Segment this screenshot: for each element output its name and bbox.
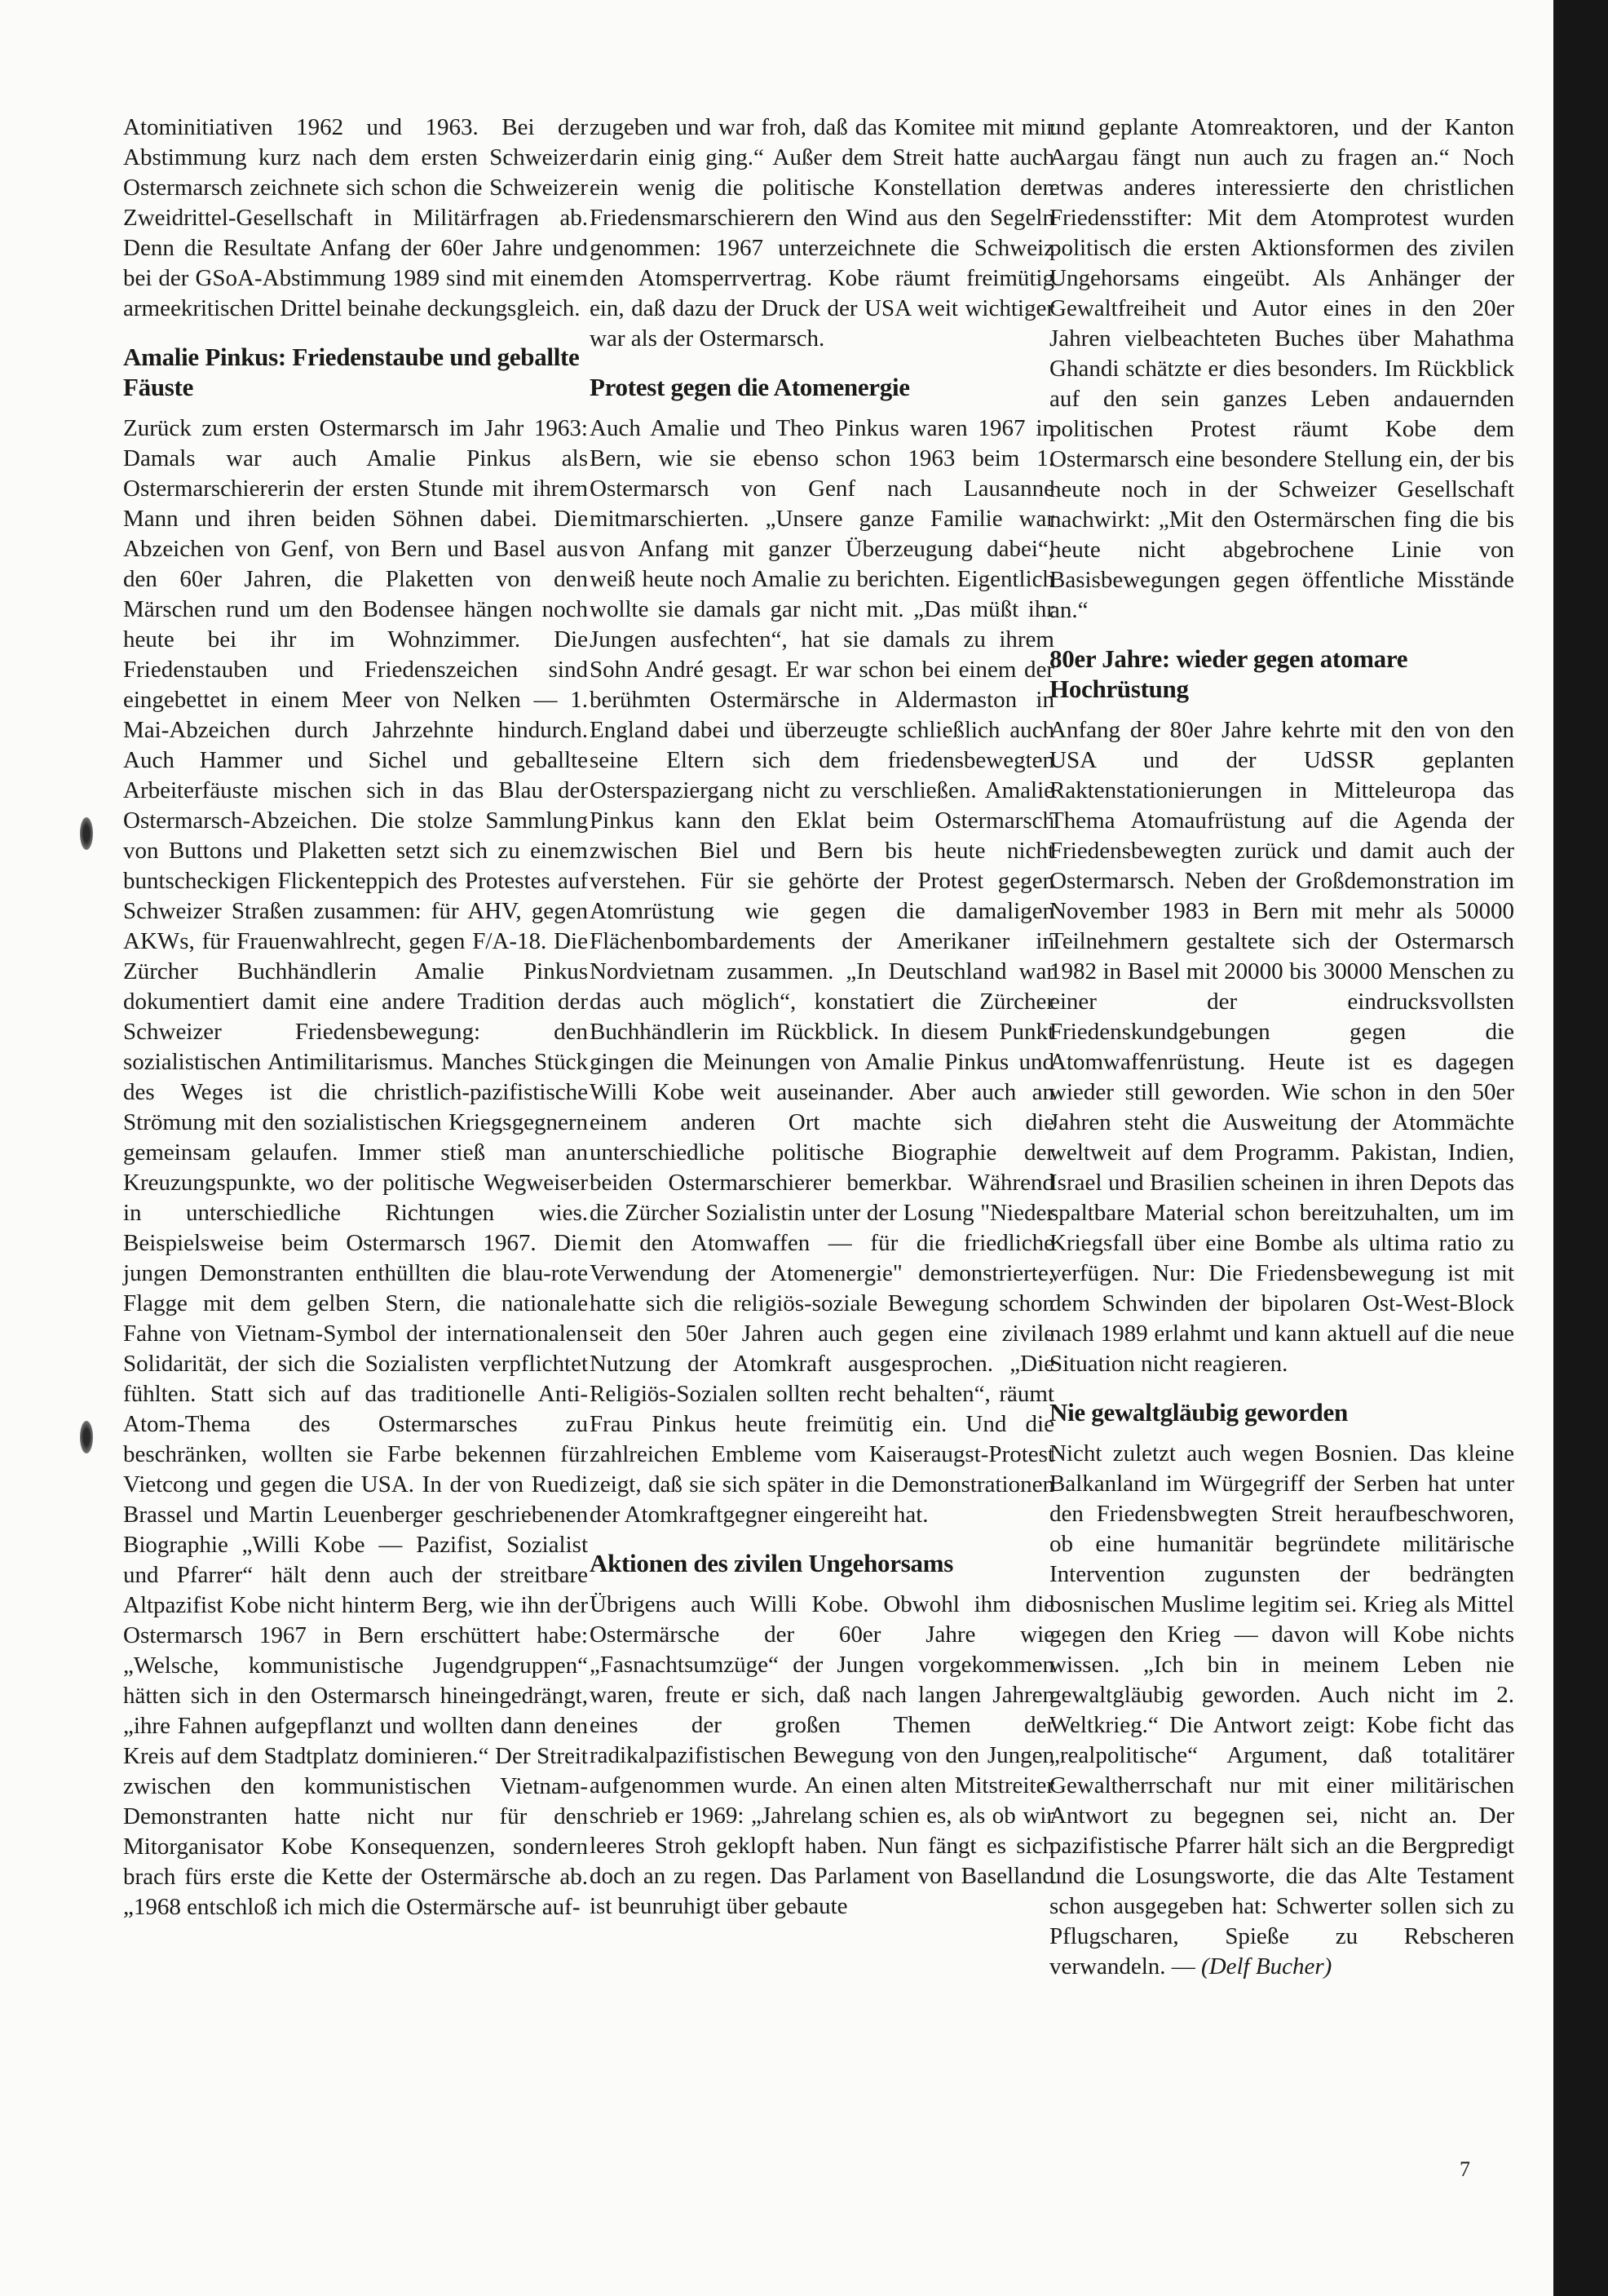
paragraph: Atominitiativen 1962 und 1963. Bei der Abstimmung kurz nach dem ersten Schweizer Ostermarsch zeichnete sich schon die Schweizer Zweidrittel-Gesellschaft in Militärfragen ab. Denn die Resultate Anfang der 60er Jahre und bei der GSoA-Abstimmung 1989 sind mit einem armeekritischen Drittel beinahe deckungsgleich. (123, 114, 588, 321)
paragraph-text: Nicht zuletzt auch wegen Bosnien. Das kleine Balkanland im Würgegriff der Serben hat unter den Friedensbwegten Streit heraufbeschworen, ob eine humanitär begründete militärische Intervention zugunsten der bedrängten bosnischen Muslime legitim sei. Krieg als Mittel gegen den Krieg — davon will Kobe nichts wissen. „Ich bin in meinem Leben nie gewaltgläubig geworden. Auch nicht im 2. Weltkrieg.“ Die Antwort zeigt: Kobe ficht das „realpolitische“ Argument, daß totalitärer Gewaltherrschaft nur mit einer militärischen Antwort zu begegnen sei, nicht an. Der pazifistische Pfarrer hält sich an die Bergpredigt und die Losungsworte, die das Alte Testament schon ausgegeben hat: Schwerter sollen sich zu Pflugscharen, Spieße zu Rebscheren verwandeln. — (1049, 1440, 1514, 1980)
section-heading: 80er Jahre: wieder gegen atomare Hochrüstung (1049, 644, 1408, 703)
column-1 (123, 113, 588, 1922)
paragraph: Zurück zum ersten Ostermarsch im Jahr 1963: Damals war auch Amalie Pinkus als Ostermarschiererin der ersten Stunde mit ihrem Mann und ihren beiden Söhnen dabei. Die Abzeichen von Genf, von Bern und Basel aus den 60er Jahren, die Plaketten von den Märschen rund um den Bodensee hängen noch heute bei ihr im Wohnzimmer. Die Friedenstauben und Friedenszeichen sind eingebettet in einem Meer von Nelken — 1. Mai-Abzeichen durch Jahrzehnte hindurch. Auch Hammer und Sichel und geballte Arbeiterfäuste mischen sich in das Blau der Ostermarsch-Abzeichen. Die stolze Sammlung von Buttons und Plaketten setzt sich zu einem buntscheckigen Flickenteppich des Protestes auf Schweizer Straßen zusammen: für AHV, gegen AKWs, für Frauenwahlrecht, gegen F/A-18. Die Zürcher Buchhändlerin Amalie Pinkus dokumentiert damit eine andere Tradition der Schweizer Friedensbewegung: den sozialistischen Antimilitarismus. Manches Stück des Weges ist die christlich-pazifistische Strömung mit den sozialistischen Kriegsgegnern gemeinsam gelaufen. Immer stieß man an Kreuzungspunkte, wo der politische Wegweiser in unterschiedliche Richtungen wies. Beispielsweise beim Ostermarsch 1967. Die jungen Demonstranten enthüllten die blau-rote Flagge mit dem gelben Stern, die nationale Fahne von Vietnam-Symbol der internationalen Solidarität, der sich die Sozialisten verpflichtet fühlten. Statt sich auf das traditionelle Anti-Atom-Thema des Ostermarsches zu beschränken, wollten sie Farbe bekennen für Vietcong und gegen die USA. In der von Ruedi Brassel und Martin Leuenberger geschriebenen Biographie „Willi Kobe — Pazifist, Sozialist und Pfarrer“ hält denn auch der streitbare Altpazifist Kobe nicht hinterm Berg, wie ihn der Ostermarsch 1967 in Bern erschüttert habe: „Welsche, kommunistische Jugendgruppen“ hätten sich in den Ostermarsch hineingedrängt, „ihre Fahnen aufgepflanzt und wollten dann den Kreis auf dem Stadtplatz dominieren.“ Der Streit zwischen den kommunistischen Vietnam-Demonstranten hatte nicht nur für den Mitorganisator Kobe Konsequenzen, sondern brach fürs erste die Kette der Ostermärsche ab. „1968 entschloß ich mich die Ostermärsche auf- (123, 415, 588, 1920)
section-heading: Protest gegen die Atomenergie (590, 373, 910, 401)
paragraph: Auch Amalie und Theo Pinkus waren 1967 in Bern, wie sie ebenso schon 1963 beim 1. Ostermarsch von Genf nach Lausanne mitmarschierten. „Unsere ganze Familie war von Anfang mit ganzer Überzeugung dabei“, weiß heute noch Amalie zu berichten. Eigentlich wollte sie damals gar nicht mit. „Das müßt ihr Jungen ausfechten“, hat sie damals zu ihrem Sohn André gesagt. Er war schon bei einem der berühmten Ostermärsche in Aldermaston in England dabei und überzeugte schließlich auch seine Eltern sich dem friedensbewegten Osterspaziergang nicht zu verschließen. Amalie Pinkus kann den Eklat beim Ostermarsch zwischen Biel und Bern bis heute nicht verstehen. Für sie gehörte der Protest gegen Atomrüstung wie gegen die damaligen Flächenbombardements der Amerikaner in Nordvietnam zusammen. „In Deutschland war das auch möglich“, konstatiert die Zürcher Buchhändlerin im Rückblick. In diesem Punkt gingen die Meinungen von Amalie Pinkus und Willi Kobe weit auseinander. Aber auch an einem anderen Ort machte sich die unterschiedliche politische Biographie der beiden Ostermarschierer bemerkbar. Während die Zürcher Sozialistin unter der Losung "Nieder mit den Atomwaffen — für die friedliche Verwendung der Atomenergie" demonstrierte, hatte sich die religiös-soziale Bewegung schon seit den 50er Jahren auch gegen eine zivile Nutzung der Atomkraft ausgesprochen. „Die Religiös-Sozialen sollten recht behalten“, räumt Frau Pinkus heute freimütig ein. Und die zahlreichen Embleme vom Kaiseraugst-Protest zeigt, daß sie sich später in die Demonstrationen der Atomkraftgegner eingereiht hat. (590, 415, 1054, 1528)
scan-edge (1553, 0, 1608, 2296)
column-3 (1049, 113, 1514, 1982)
section-heading: Nie gewaltgläubig geworden (1049, 1398, 1348, 1427)
author-byline: (Delf Bucher) (1201, 1953, 1332, 1980)
paragraph: Anfang der 80er Jahre kehrte mit den von den USA und der UdSSR geplanten Raktenstationierungen in Mitteleuropa das Thema Atomaufrüstung auf die Agenda der Friedensbewegten zurück und damit auch der Ostermarsch. Neben der Großdemonstration im November 1983 in Bern mit mehr als 50000 Teilnehmern gestaltete sich der Ostermarsch 1982 in Basel mit 20000 bis 30000 Menschen zu einer der eindrucksvollsten Friedenskundgebungen gegen die Atomwaffenrüstung. Heute ist es dagegen wieder still geworden. Wie schon in den 50er Jahren steht die Ausweitung der Atommächte weltweit auf dem Programm. Pakistan, Indien, Israel und Brasilien scheinen in ihren Depots das spaltbare Material schon bereitzuhalten, um im Kriegsfall über eine Bombe als ultima ratio zu verfügen. Nur: Die Friedensbewegung ist mit dem Schwinden der bipolaren Ost-West-Block nach 1989 erlahmt und kann aktuell auf die neue Situation nicht reagieren. (1049, 717, 1514, 1377)
punch-hole-top (80, 817, 93, 850)
column-2 (590, 113, 1054, 1922)
paragraph: und geplante Atomreaktoren, und der Kanton Aargau fängt nun auch zu fragen an.“ Noch etwas anderes interessierte den christlichen Friedensstifter: Mit dem Atomprotest wurden politisch die ersten Aktionsformen des zivilen Ungehorsams eingeübt. Als Anhänger der Gewaltfreiheit und Autor eines in den 20er Jahren vielbeachteten Buches über Mahathma Ghandi schätzte er dies besonders. Im Rückblick auf den sein ganzes Leben andauernden politischen Protest räumt Kobe dem Ostermarsch eine besondere Stellung ein, der bis heute noch in der Schweizer Gesellschaft nachwirkt: „Mit den Ostermärschen fing die bis heute nicht abgebrochene Linie von Basisbewegungen gegen öffentliche Misstände an.“ (1049, 114, 1514, 623)
page-number: 7 (1460, 2157, 1470, 2181)
paragraph: Übrigens auch Willi Kobe. Obwohl ihm die Ostermärsche der 60er Jahre wie „Fasnachtsumzüge“ der Jungen vorgekommen waren, freute er sich, daß nach langen Jahren eines der großen Themen der radikalpazifistischen Bewegung von den Jungen aufgenommen wurde. An einen alten Mitstreiter schrieb er 1969: „Jahrelang schien es, als ob wir leeres Stroh geklopft haben. Nun fängt es sich doch an zu regen. Das Parlament von Baselland ist beunruhigt über gebaute (590, 1591, 1054, 1919)
paragraph: zugeben und war froh, daß das Komitee mit mir darin einig ging.“ Außer dem Streit hatte auch ein wenig die politische Konstellation den Friedensmarschierern den Wind aus den Segeln genommen: 1967 unterzeichnete die Schweiz den Atomsperrvertrag. Kobe räumt freimütig ein, daß dazu der Druck der USA weit wichtiger war als der Ostermarsch. (590, 114, 1054, 352)
section-heading: Aktionen des zivilen Ungehorsams (590, 1549, 953, 1577)
section-heading: Amalie Pinkus: Friedenstaube und geballte Fäuste (123, 343, 580, 401)
punch-hole-bottom (80, 1421, 93, 1453)
paragraph (1049, 1439, 1514, 1982)
